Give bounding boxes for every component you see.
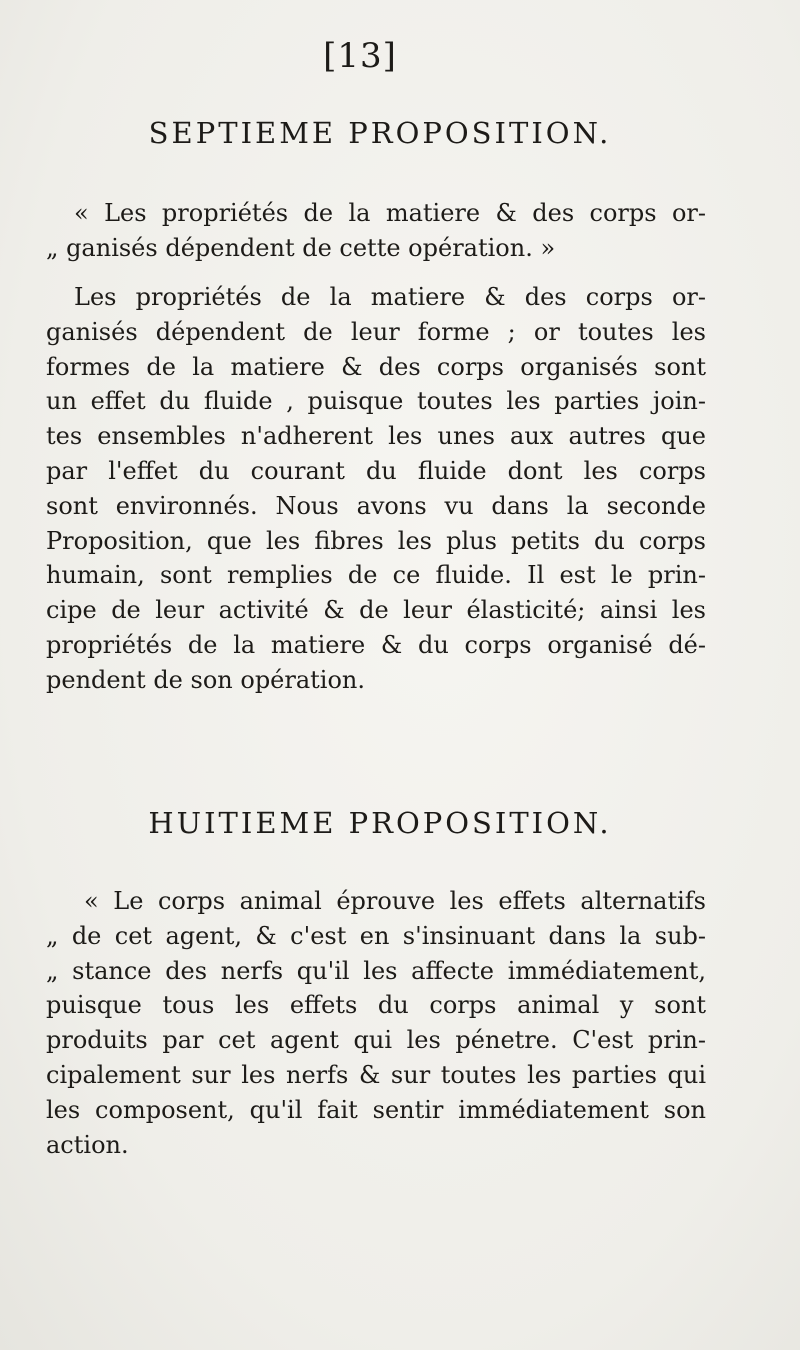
text-line: Proposition, que les fibres les plus petits du corps: [46, 526, 706, 555]
text-line: un effet du fluide , puisque toutes les parties join-: [46, 387, 706, 416]
text-line: propriétés de la matiere & du corps organisé dé-: [46, 630, 706, 659]
text-line: « Les propriétés de la matiere & des corps or-: [74, 199, 706, 227]
text-line: produits par cet agent qui les pénetre. C'est prin-: [46, 1026, 706, 1055]
page-number: [13]: [323, 36, 397, 76]
text-line: Les propriétés de la matiere & des corps or-: [74, 283, 706, 311]
text-line: „ ganisés dépendent de cette opération. »: [46, 233, 556, 262]
quoted-proposition-7: [46, 196, 706, 266]
text-line: puisque tous les effets du corps animal y sont: [46, 991, 706, 1020]
text-line: „ de cet agent, & c'est en s'insinuant dans la sub-: [46, 921, 706, 950]
text-line: formes de la matiere & des corps organisés sont: [46, 352, 706, 381]
text-line: action.: [46, 1130, 129, 1159]
text-line: sont environnés. Nous avons vu dans la seconde: [46, 491, 706, 520]
section-heading-septieme: SEPTIEME PROPOSITION.: [148, 116, 612, 150]
text-line: les composent, qu'il fait sentir immédiatement son: [46, 1095, 706, 1124]
commentary-paragraph-7: [46, 280, 706, 698]
text-line: « Le corps animal éprouve les effets alternatifs: [84, 887, 706, 915]
text-line: cipe de leur activité & de leur élasticité; ainsi les: [46, 596, 706, 625]
text-line: par l'effet du courant du fluide dont les corps: [46, 456, 706, 485]
text-line: humain, sont remplies de ce fluide. Il est le prin-: [46, 561, 706, 590]
section-heading-huitieme: HUITIEME PROPOSITION.: [148, 806, 612, 840]
text-line: cipalement sur les nerfs & sur toutes les parties qui: [46, 1060, 706, 1089]
quoted-proposition-8: [46, 884, 706, 1162]
text-line: ganisés dépendent de leur forme ; or toutes les: [46, 317, 706, 346]
text-line: „ stance des nerfs qu'il les affecte immédiatement,: [46, 956, 706, 985]
text-line: tes ensembles n'adherent les unes aux autres que: [46, 422, 706, 451]
text-line: pendent de son opération.: [46, 665, 366, 694]
